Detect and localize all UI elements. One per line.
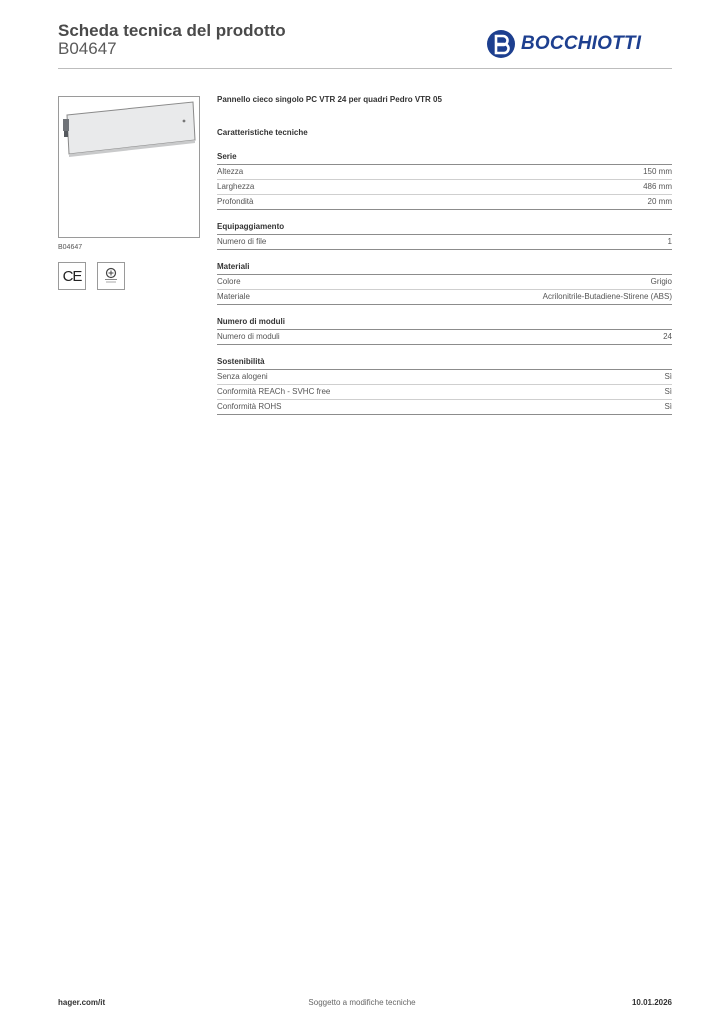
spec-group-sostenibilita — [217, 357, 672, 415]
header-divider — [58, 68, 672, 69]
bocchiotti-logo-icon — [486, 29, 516, 59]
spec-title: Caratteristiche tecniche — [217, 128, 308, 137]
spec-value: Acrilonitrile-Butadiene-Stirene (ABS) — [542, 292, 672, 301]
spec-group-title: Serie — [217, 152, 672, 165]
spec-group-title: Numero di moduli — [217, 317, 672, 330]
spec-row — [217, 400, 672, 415]
brand-name: BOCCHIOTTI — [521, 33, 642, 54]
spec-row — [217, 235, 672, 250]
spec-group-serie — [217, 152, 672, 210]
spec-label: Senza alogeni — [217, 372, 268, 381]
spec-label: Numero di file — [217, 237, 267, 246]
spec-value: Sì — [664, 402, 672, 411]
brand-logo — [486, 28, 641, 60]
spec-label: Altezza — [217, 167, 244, 176]
spec-value: 1 — [667, 237, 672, 246]
spec-value: 486 mm — [643, 182, 672, 191]
spec-row — [217, 385, 672, 400]
spec-label: Conformità REACh - SVHC free — [217, 387, 331, 396]
spec-group-title: Sostenibilità — [217, 357, 672, 370]
image-caption: B04647 — [58, 244, 83, 251]
product-code: B04647 — [58, 39, 117, 58]
spec-value: Sì — [664, 387, 672, 396]
spec-row — [217, 330, 672, 345]
spec-label: Materiale — [217, 292, 250, 301]
footer-website: hager.com/it — [58, 998, 106, 1007]
product-image — [58, 96, 200, 238]
spec-label: Colore — [217, 277, 241, 286]
footer-date: 10.01.2026 — [631, 998, 672, 1007]
spec-value: Sì — [664, 372, 672, 381]
spec-group-numero-di-moduli — [217, 317, 672, 345]
product-name: Pannello cieco singolo PC VTR 24 per quadri Pedro VTR 05 — [217, 95, 442, 104]
spec-row — [217, 275, 672, 290]
spec-label: Conformità ROHS — [217, 402, 282, 411]
spec-value: 150 mm — [643, 167, 672, 176]
spec-group-materiali — [217, 262, 672, 305]
spec-value: Grigio — [650, 277, 672, 286]
spec-label: Larghezza — [217, 182, 255, 191]
spec-row — [217, 370, 672, 385]
spec-group-title: Equipaggiamento — [217, 222, 672, 235]
spec-group-equipaggiamento — [217, 222, 672, 250]
spec-value: 20 mm — [647, 197, 672, 206]
document-title: Scheda tecnica del prodotto — [58, 21, 286, 40]
blank-panel-illustration — [59, 97, 199, 237]
ce-mark-label: CE — [62, 267, 82, 285]
spec-group-title: Materiali — [217, 262, 672, 275]
ce-mark-icon — [58, 262, 86, 290]
spec-section — [217, 92, 672, 415]
spec-value: 24 — [663, 332, 672, 341]
footer-note: Soggetto a modifiche tecniche — [308, 998, 416, 1007]
spec-row — [217, 165, 672, 180]
spec-label: Profondità — [217, 197, 254, 206]
spec-row — [217, 290, 672, 305]
spec-row — [217, 195, 672, 210]
spec-label: Numero di moduli — [217, 332, 280, 341]
eco-label-icon — [97, 262, 125, 290]
spec-row — [217, 180, 672, 195]
